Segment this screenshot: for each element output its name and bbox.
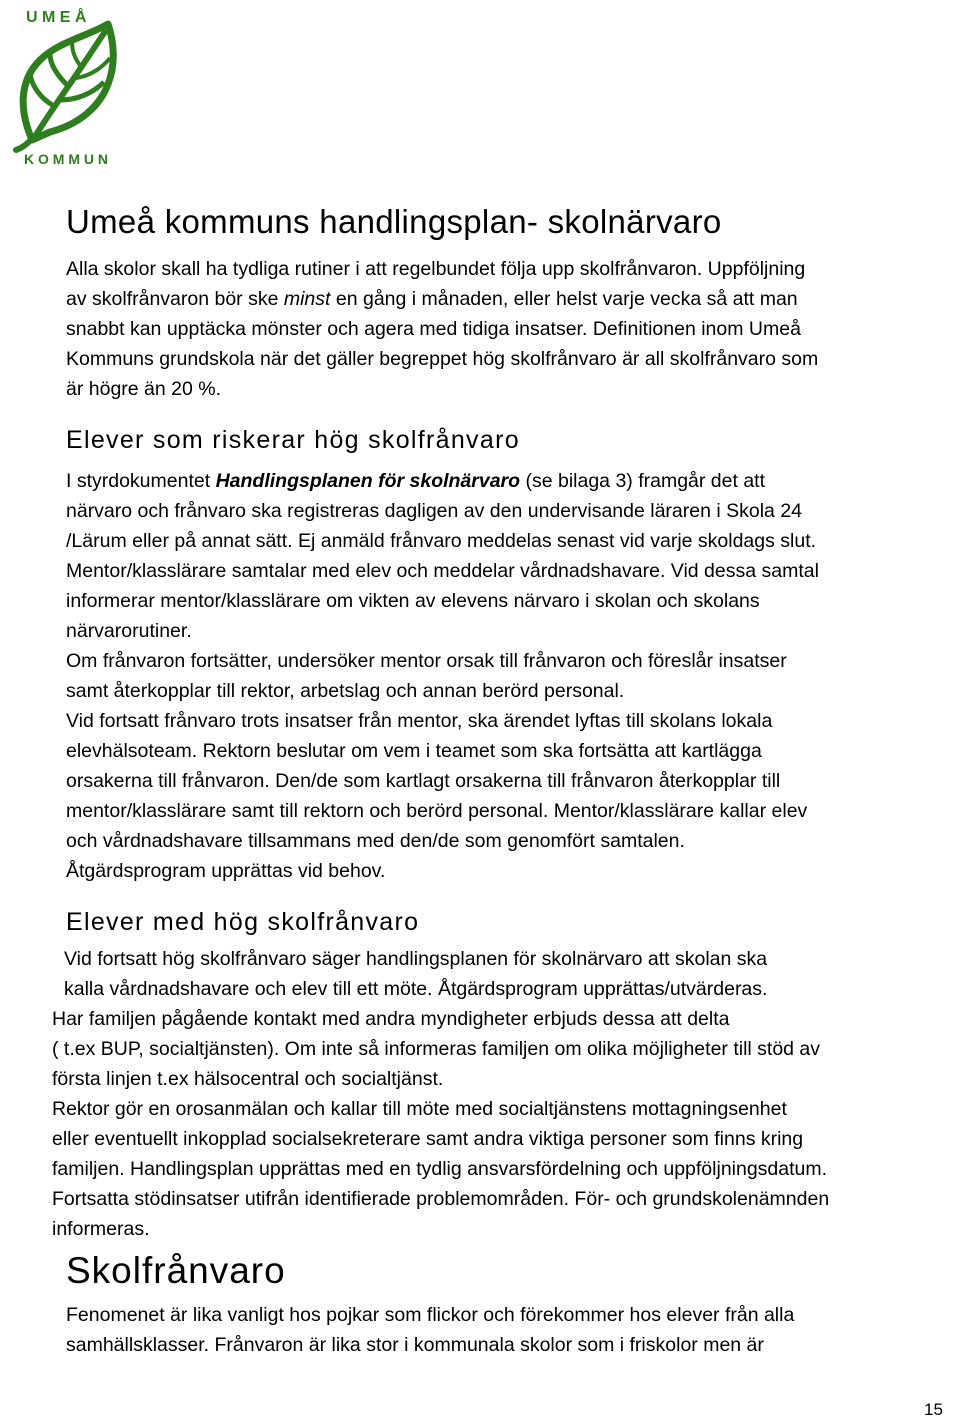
intro-paragraph	[66, 254, 818, 404]
section-body-high	[52, 944, 829, 1244]
umea-kommun-logo	[10, 2, 130, 167]
text-line: informeras.	[52, 1218, 150, 1240]
section-heading-high: Elever med hög skolfrånvaro	[66, 908, 420, 936]
text-line: /Lärum eller på annat sätt. Ej anmäld frånvaro meddelas senast vid varje skoldags slut.	[66, 530, 817, 552]
text-line: närvarorutiner.	[66, 620, 192, 642]
text-line: Vid fortsatt hög skolfrånvaro säger handlingsplanen för skolnärvaro att skolan ska	[64, 948, 768, 970]
page-number: 15	[924, 1400, 943, 1419]
text-line: Fortsatta stödinsatser utifrån identifierade problemområden. För- och grundskolenämnden	[52, 1188, 830, 1210]
text-line: närvaro och frånvaro ska registreras dagligen av den undervisande läraren i Skola 24	[66, 500, 803, 522]
text-line: samt återkopplar till rektor, arbetslag och annan berörd personal.	[66, 680, 625, 702]
text-line: är högre än 20 %.	[66, 378, 222, 400]
document-reference: Handlingsplanen för skolnärvaro	[215, 470, 521, 492]
logo-bottom-text: K O M M U N	[24, 151, 108, 167]
text-line: Kommuns grundskola när det gäller begreppet hög skolfrånvaro är all skolfrånvaro som	[66, 348, 819, 370]
text-line	[66, 284, 818, 314]
leaf-logo-icon	[10, 2, 130, 167]
text-line: Fenomenet är lika vanligt hos pojkar som flickor och förekommer hos elever från alla	[66, 1304, 795, 1326]
text-line: familjen. Handlingsplan upprättas med en tydlig ansvarsfördelning och uppföljningsdatum.	[52, 1158, 828, 1180]
text-run: en gång i månaden, eller helst varje vecka så att man	[330, 288, 798, 310]
text-line: Mentor/klasslärare samtalar med elev och meddelar vårdnadshavare. Vid dessa samtal	[66, 560, 819, 582]
section-body-absence	[66, 1300, 794, 1360]
text-line: orsakerna till frånvaron. Den/de som kartlagt orsakerna till frånvaron återkopplar till	[66, 770, 781, 792]
text-line: ( t.ex BUP, socialtjänsten). Om inte så informeras familjen om olika möjligheter till stöd av	[52, 1038, 821, 1060]
text-line: och vårdnadshavare tillsammans med den/de som genomfört samtalen.	[66, 830, 685, 852]
text-line: informerar mentor/klasslärare om vikten av elevens närvaro i skolan och skolans	[66, 590, 760, 612]
section-body-risk	[66, 466, 819, 886]
text-line: Vid fortsatt frånvaro trots insatser från mentor, ska ärendet lyftas till skolans lokala	[66, 710, 773, 732]
text-line: Om frånvaron fortsätter, undersöker mentor orsak till frånvaron och föreslår insatser	[66, 650, 787, 672]
text-run: av skolfrånvaron bör ske	[66, 288, 284, 310]
text-line: Rektor gör en orosanmälan och kallar till möte med socialtjänstens mottagningsenhet	[52, 1098, 787, 1120]
text-run: I styrdokumentet	[66, 470, 216, 492]
text-line: elevhälsoteam. Rektorn beslutar om vem i teamet som ska fortsätta att kartlägga	[66, 740, 762, 762]
text-run: (se bilaga 3) framgår det att	[520, 470, 766, 492]
text-line: första linjen t.ex hälsocentral och socialtjänst.	[52, 1068, 444, 1090]
text-line: mentor/klasslärare samt till rektorn och berörd personal. Mentor/klasslärare kallar elev	[66, 800, 808, 822]
text-line	[66, 466, 819, 496]
emphasis-text: minst	[283, 288, 331, 310]
text-line: Åtgärdsprogram upprättas vid behov.	[66, 860, 386, 882]
text-line: eller eventuellt inkopplad socialsekreterare samt andra viktiga personer som finns kring	[52, 1128, 804, 1150]
section-heading-absence: Skolfrånvaro	[66, 1250, 286, 1291]
text-line: Alla skolor skall ha tydliga rutiner i att regelbundet följa upp skolfrånvaron. Uppföljning	[66, 258, 806, 280]
logo-top-text: U M E Å	[26, 9, 87, 26]
text-line: Har familjen pågående kontakt med andra myndigheter erbjuds dessa att delta	[52, 1008, 730, 1030]
document-title: Umeå kommuns handlingsplan- skolnärvaro	[66, 203, 722, 240]
text-line: kalla vårdnadshavare och elev till ett möte. Åtgärdsprogram upprättas/utvärderas.	[64, 978, 768, 1000]
text-line: samhällsklasser. Frånvaron är lika stor i kommunala skolor som i friskolor men är	[66, 1334, 764, 1356]
text-line: snabbt kan upptäcka mönster och agera med tidiga insatser. Definitionen inom Umeå	[66, 318, 801, 340]
section-heading-risk: Elever som riskerar hög skolfrånvaro	[66, 426, 520, 454]
